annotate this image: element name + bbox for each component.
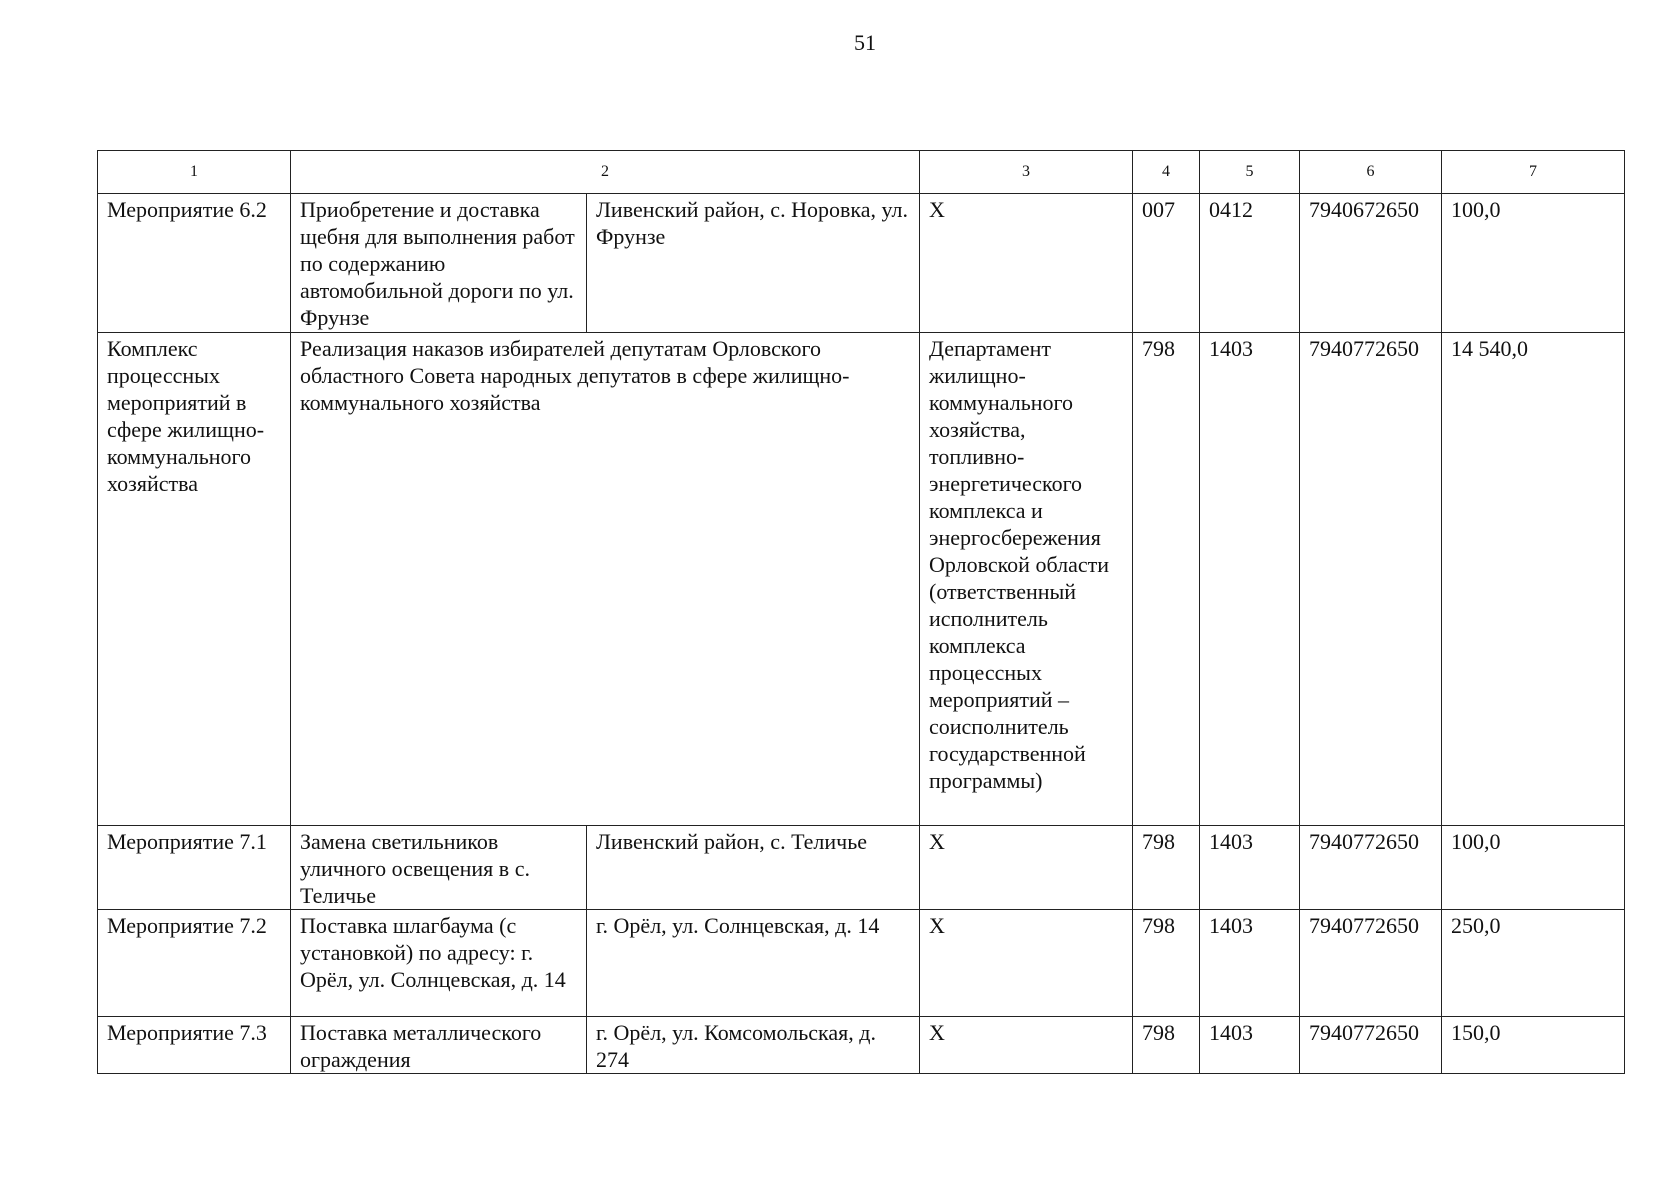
row-col4: 798 (1133, 333, 1200, 826)
row-col6: 7940772650 (1300, 826, 1442, 910)
row-name: Мероприятие 7.2 (98, 910, 291, 1017)
row-col7: 100,0 (1442, 826, 1625, 910)
row-description: Поставка металлического ограждения (291, 1017, 587, 1074)
row-col4: 798 (1133, 826, 1200, 910)
row-col5: 1403 (1200, 910, 1300, 1017)
row-col5: 1403 (1200, 333, 1300, 826)
row-col7: 250,0 (1442, 910, 1625, 1017)
header-cell: 6 (1300, 151, 1442, 194)
row-col5: 1403 (1200, 826, 1300, 910)
row-col6: 7940672650 (1300, 194, 1442, 333)
table-row (98, 1017, 1625, 1074)
row-name: Мероприятие 7.3 (98, 1017, 291, 1074)
row-executor: Х (920, 826, 1133, 910)
header-row (98, 151, 1625, 194)
row-executor: Х (920, 910, 1133, 1017)
row-col6: 7940772650 (1300, 333, 1442, 826)
row-location: Ливенский район, с. Норовка, ул. Фрунзе (587, 194, 920, 333)
row-col4: 007 (1133, 194, 1200, 333)
row-location: г. Орёл, ул. Комсомольская, д. 274 (587, 1017, 920, 1074)
header-cell: 3 (920, 151, 1133, 194)
row-col7: 150,0 (1442, 1017, 1625, 1074)
row-col6: 7940772650 (1300, 1017, 1442, 1074)
row-description: Приобретение и доставка щебня для выполнения работ по содержанию автомобильной дороги по ул. Фрунзе (291, 194, 587, 333)
row-col4: 798 (1133, 910, 1200, 1017)
header-cell: 5 (1200, 151, 1300, 194)
header-cell: 7 (1442, 151, 1625, 194)
table-row (98, 333, 1625, 826)
row-description: Замена светильников уличного освещения в с. Теличье (291, 826, 587, 910)
header-cell: 1 (98, 151, 291, 194)
row-col6: 7940772650 (1300, 910, 1442, 1017)
row-col5: 0412 (1200, 194, 1300, 333)
row-description: Поставка шлагбаума (с установкой) по адресу: г. Орёл, ул. Солнцевская, д. 14 (291, 910, 587, 1017)
row-executor: Х (920, 1017, 1133, 1074)
row-location: г. Орёл, ул. Солнцевская, д. 14 (587, 910, 920, 1017)
budget-table (97, 150, 1625, 1074)
header-cell: 2 (291, 151, 920, 194)
table-row (98, 194, 1625, 333)
row-name: Мероприятие 6.2 (98, 194, 291, 333)
row-col4: 798 (1133, 1017, 1200, 1074)
row-name: Комплекс процессных мероприятий в сфере жилищно-коммунального хозяйства (98, 333, 291, 826)
row-name: Мероприятие 7.1 (98, 826, 291, 910)
row-col5: 1403 (1200, 1017, 1300, 1074)
row-description: Реализация наказов избирателей депутатам Орловского областного Совета народных депутатов в сфере жилищно-коммунального хозяйства (291, 333, 920, 826)
row-location: Ливенский район, с. Теличье (587, 826, 920, 910)
row-col7: 14 540,0 (1442, 333, 1625, 826)
page-number: 51 (854, 30, 876, 55)
table-row (98, 826, 1625, 910)
row-executor: Х (920, 194, 1133, 333)
row-col7: 100,0 (1442, 194, 1625, 333)
table-row (98, 910, 1625, 1017)
header-cell: 4 (1133, 151, 1200, 194)
row-executor: Департамент жилищно-коммунального хозяйства, топливно-энергетического комплекса и энергосбережения Орловской области (ответственный исполнитель комплекса процессных мероприятий – соисполнитель государственной программы) (920, 333, 1133, 826)
